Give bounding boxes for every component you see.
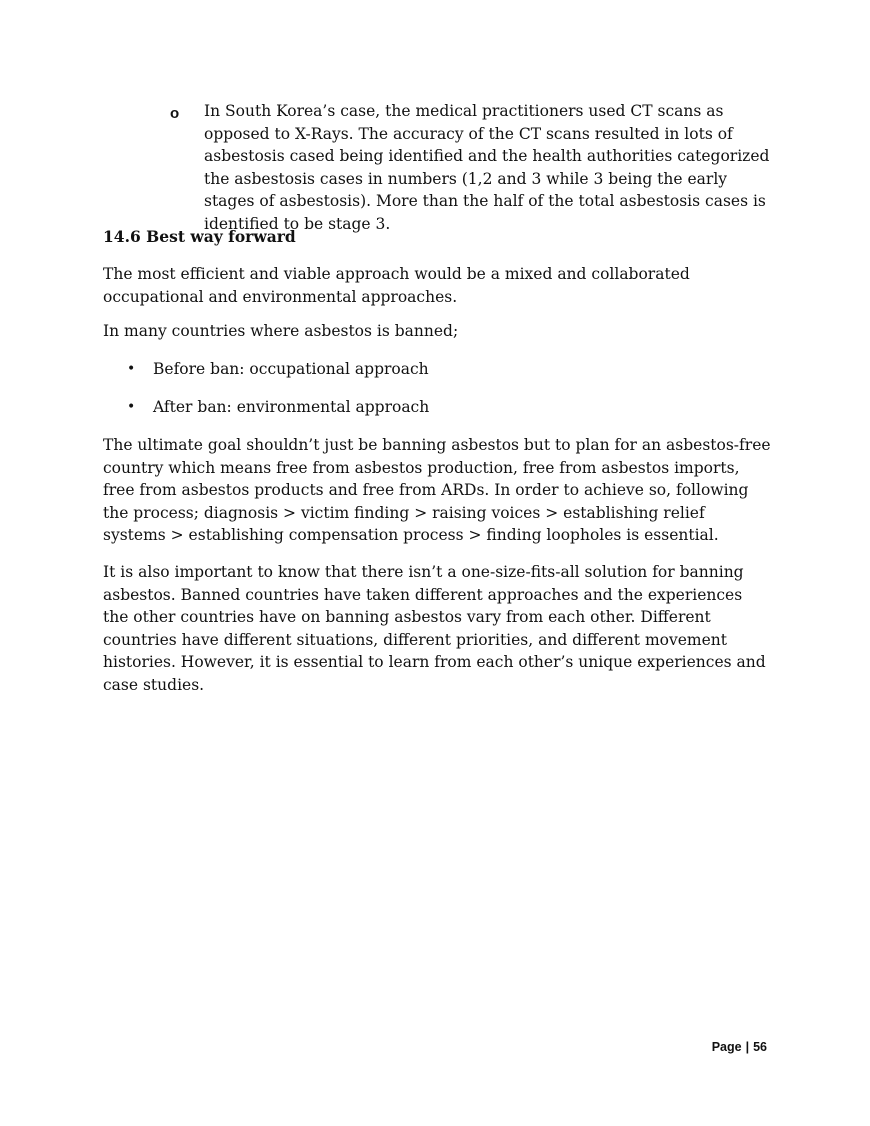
- bullet-marker: •: [127, 361, 136, 377]
- bullet-list: [103, 358, 771, 434]
- list-item: [103, 396, 771, 434]
- paragraph-countries-intro: In many countries where asbestos is banned;: [103, 322, 459, 340]
- bullet-text: After ban: environmental approach: [153, 398, 430, 416]
- page-label: Page: [711, 1040, 742, 1054]
- page-separator: |: [745, 1040, 750, 1054]
- page-footer: [712, 1040, 767, 1054]
- paragraph-no-one-size: It is also important to know that there isn’t a one-size-fits-all solution for banning asbestos. Banned countries have taken different approaches and the experiences the other countries have on banning asbestos vary from each other. Different countries have different situations, different priorities, and different movement histories. However, it is essential to learn from each other’s unique experiences and case studies.: [103, 563, 766, 694]
- paragraph-ultimate-goal: The ultimate goal shouldn’t just be banning asbestos but to plan for an asbestos-free country which means free from asbestos production, free from asbestos imports, free from asbestos products and free from ARDs. In order to achieve so, following the process; diagnosis > victim finding > raising voices > establishing relief systems > establishing compensation process > finding loopholes is essential.: [103, 436, 771, 544]
- bullet-text: Before ban: occupational approach: [153, 360, 429, 378]
- section-heading: 14.6 Best way forward: [103, 227, 296, 246]
- bullet-marker: •: [127, 399, 136, 415]
- page-number: 56: [753, 1040, 767, 1054]
- sub-bullet-item: [170, 100, 770, 235]
- sub-bullet-text: In South Korea’s case, the medical practitioners used CT scans as opposed to X-Rays. The accuracy of the CT scans resulted in lots of asbestosis cased being identified and the health authorities categorized the asbestosis cases in numbers (1,2 and 3 while 3 being the early stages of asbestosis). More than the half of the total asbestosis cases is identified to be stage 3.: [204, 102, 770, 233]
- list-item: [103, 358, 771, 396]
- sub-bullet-marker: o: [170, 105, 180, 122]
- paragraph-approach: The most efficient and viable approach would be a mixed and collaborated occupational and environmental approaches.: [103, 265, 690, 306]
